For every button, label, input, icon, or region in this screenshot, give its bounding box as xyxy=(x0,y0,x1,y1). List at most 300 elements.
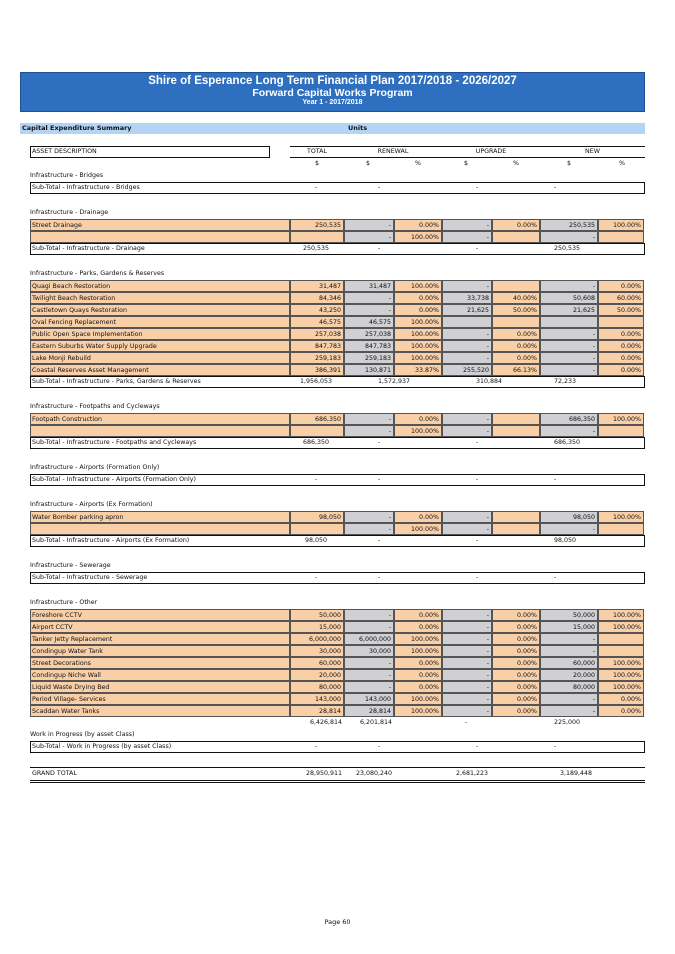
new-header: NEW xyxy=(585,148,600,155)
renewal-cell: - xyxy=(344,511,394,523)
table-row xyxy=(0,511,675,523)
renewal-cell: - xyxy=(344,681,394,693)
new-cell: 98,050 xyxy=(540,511,598,523)
total-cell: 6,000,000 xyxy=(290,633,344,645)
new-cell: 60,000 xyxy=(540,657,598,669)
table-row xyxy=(0,425,675,437)
subtotal-row xyxy=(0,535,675,547)
upgrade-pct-cell: 0.00% xyxy=(492,352,540,364)
new-cell: - xyxy=(540,705,598,717)
subtotal-new: 686,350 xyxy=(554,439,581,446)
table-row xyxy=(0,316,675,328)
upgrade-cell: 33,738 xyxy=(442,292,492,304)
renewal-cell: 30,000 xyxy=(344,645,394,657)
renewal-cell: - xyxy=(344,669,394,681)
subtotal-total: - xyxy=(314,184,318,191)
renewal-cell: - xyxy=(344,219,394,231)
upgrade-pct-cell: 0.00% xyxy=(492,693,540,705)
new-pct-cell: 60.00% xyxy=(598,292,644,304)
upgrade-cell: 255,520 xyxy=(442,364,492,376)
subtotal-new: - xyxy=(554,743,557,750)
renewal-cell: - xyxy=(344,657,394,669)
total-cell: 98,050 xyxy=(290,511,344,523)
subtotal-row xyxy=(0,243,675,255)
upgrade-pct-cell xyxy=(492,413,540,425)
total-cell: 15,000 xyxy=(290,621,344,633)
subtotal-renewal: 1,572,937 xyxy=(378,378,411,385)
renewal-cell: - xyxy=(344,413,394,425)
new-pct-cell xyxy=(598,425,644,437)
total-cell: 686,350 xyxy=(290,413,344,425)
renewal-pct-cell: 100.00% xyxy=(394,352,442,364)
subtotal-upgrade: - xyxy=(476,743,479,750)
upgrade-cell: - xyxy=(442,657,492,669)
section-title-label: Infrastructure - Bridges xyxy=(30,172,104,179)
upgrade-cell: - xyxy=(442,280,492,292)
subtotal-total: - xyxy=(314,574,318,581)
grand-total-total: 28,950,911 xyxy=(305,770,342,777)
upgrade-pct-cell: 0.00% xyxy=(492,219,540,231)
subtotal-new: 250,535 xyxy=(554,245,581,252)
asset-name: Public Open Space Implementation xyxy=(30,328,290,340)
new-cell: 50,000 xyxy=(540,609,598,621)
upgrade-cell: - xyxy=(442,425,492,437)
asset-name: Street Decorations xyxy=(30,657,290,669)
new-pct-cell: 100.00% xyxy=(598,609,644,621)
renewal-pct-cell: 0.00% xyxy=(394,621,442,633)
new-cell: 80,000 xyxy=(540,681,598,693)
upgrade-cell xyxy=(442,316,492,328)
section-title-label: Infrastructure - Drainage xyxy=(30,209,109,216)
renewal-pct-cell: 0.00% xyxy=(394,292,442,304)
new-cell: - xyxy=(540,352,598,364)
table-row xyxy=(0,609,675,621)
subtotal-new: - xyxy=(554,574,557,581)
upgrade-cell: - xyxy=(442,705,492,717)
upgrade-unit: $ xyxy=(463,160,468,167)
section-title xyxy=(0,597,675,609)
section-renewal: 6,201,814 xyxy=(359,719,392,726)
upgrade-cell: - xyxy=(442,609,492,621)
new-pct-cell: 50.00% xyxy=(598,304,644,316)
section-new: 225,000 xyxy=(554,719,581,726)
subtotal-label: Sub-Total - Infrastructure - Airports (Ex Formation) xyxy=(32,537,190,544)
asset-name: Condingup Niche Wall xyxy=(30,669,290,681)
table-row xyxy=(0,413,675,425)
new-pct-cell: 0.00% xyxy=(598,328,644,340)
total-cell: 143,000 xyxy=(290,693,344,705)
renewal-cell: - xyxy=(344,523,394,535)
renewal-cell: - xyxy=(344,292,394,304)
renewal-cell: - xyxy=(344,621,394,633)
subtotal-upgrade: 310,884 xyxy=(476,378,503,385)
upgrade-pct-cell: 66.13% xyxy=(492,364,540,376)
grand-total-upgrade: 2,681,223 xyxy=(455,770,488,777)
subtotal-row xyxy=(0,437,675,449)
upgrade-pct-cell xyxy=(492,425,540,437)
renewal-pct-cell: 0.00% xyxy=(394,609,442,621)
subtotal-row xyxy=(0,376,675,388)
grand-total-new: 3,189,448 xyxy=(560,770,593,777)
total-cell: 60,000 xyxy=(290,657,344,669)
total-cell: 43,250 xyxy=(290,304,344,316)
total-cell: 847,783 xyxy=(290,340,344,352)
total-cell: 20,000 xyxy=(290,669,344,681)
renewal-pct-cell: 100.00% xyxy=(394,316,442,328)
renewal-pct-cell: 100.00% xyxy=(394,328,442,340)
subtotal-upgrade: - xyxy=(476,245,479,252)
subtotal-total: 686,350 xyxy=(302,439,330,446)
upgrade-pct-cell: 0.00% xyxy=(492,340,540,352)
asset-description-header: ASSET DESCRIPTION xyxy=(32,148,97,155)
renewal-pct-cell: 100.00% xyxy=(394,523,442,535)
new-cell: - xyxy=(540,633,598,645)
new-cell: - xyxy=(540,425,598,437)
new-pct-cell: 0.00% xyxy=(598,352,644,364)
renewal-pct-cell: 100.00% xyxy=(394,425,442,437)
section-title-label: Infrastructure - Parks, Gardens & Reserves xyxy=(30,270,165,277)
subtotal-upgrade: - xyxy=(476,476,479,483)
new-cell: 50,608 xyxy=(540,292,598,304)
upgrade-pct-cell: 0.00% xyxy=(492,645,540,657)
new-cell: - xyxy=(540,231,598,243)
new-pct-cell: 0.00% xyxy=(598,340,644,352)
total-cell xyxy=(290,425,344,437)
renewal-pct-cell: 100.00% xyxy=(394,633,442,645)
table-row xyxy=(0,231,675,243)
subtotal-renewal: - xyxy=(378,574,381,581)
renewal-pct-cell: 0.00% xyxy=(394,669,442,681)
section-title-label: Infrastructure - Other xyxy=(30,599,98,606)
subtotal-upgrade: - xyxy=(476,537,479,544)
renewal-cell: - xyxy=(344,304,394,316)
subtotal-new: - xyxy=(554,184,557,191)
upgrade-pct-cell: 0.00% xyxy=(492,633,540,645)
subtotal-renewal: - xyxy=(378,537,381,544)
subtotal-new: - xyxy=(554,476,557,483)
asset-name xyxy=(30,523,290,535)
asset-name: Coastal Reserves Asset Management xyxy=(30,364,290,376)
subtotal-label: Sub-Total - Infrastructure - Bridges xyxy=(32,184,140,191)
subtotal-label: Sub-Total - Infrastructure - Footpaths and Cycleways xyxy=(32,439,197,446)
asset-name: Lake Monji Rebuild xyxy=(30,352,290,364)
upgrade-cell: - xyxy=(442,328,492,340)
subtotal-label: Sub-Total - Infrastructure - Airports (Formation Only) xyxy=(32,476,196,483)
total-cell: 250,535 xyxy=(290,219,344,231)
asset-name: Water Bomber parking apron xyxy=(30,511,290,523)
asset-name: Castletown Quays Restoration xyxy=(30,304,290,316)
grand-total-renewal: 23,080,240 xyxy=(355,770,392,777)
new-unit: $ xyxy=(566,160,571,167)
subtotal-label: Sub-Total - Infrastructure - Parks, Gardens & Reserves xyxy=(32,378,201,385)
renewal-pct-cell: 100.00% xyxy=(394,645,442,657)
new-pct-cell: 100.00% xyxy=(598,681,644,693)
total-header: TOTAL xyxy=(307,148,327,155)
subtotal-row xyxy=(0,182,675,194)
subtotal-new: 98,050 xyxy=(554,537,577,544)
new-cell: - xyxy=(540,645,598,657)
new-pct-cell xyxy=(598,316,644,328)
new-pct-cell: 100.00% xyxy=(598,657,644,669)
subtotal-total: 98,050 xyxy=(304,537,328,544)
grand-total-bottom-rule xyxy=(30,780,645,781)
asset-name: Condingup Water Tank xyxy=(30,645,290,657)
section-title xyxy=(0,462,675,474)
renewal-unit: $ xyxy=(365,160,370,167)
upgrade-pct-cell: 0.00% xyxy=(492,669,540,681)
upgrade-pct-cell: 40.00% xyxy=(492,292,540,304)
upgrade-cell: - xyxy=(442,352,492,364)
asset-name xyxy=(30,231,290,243)
subtotal-upgrade: - xyxy=(476,439,479,446)
upgrade-pct-cell xyxy=(492,316,540,328)
asset-name: Liquid Waste Drying Bed xyxy=(30,681,290,693)
upgrade-header: UPGRADE xyxy=(475,148,507,155)
renewal-pct-cell: 100.00% xyxy=(394,705,442,717)
subtotal-label: Sub-Total - Infrastructure - Drainage xyxy=(32,245,145,252)
table-row xyxy=(0,280,675,292)
subtotal-renewal: - xyxy=(378,476,381,483)
table-row xyxy=(0,645,675,657)
subtotal-upgrade: - xyxy=(476,184,479,191)
upgrade-pct-unit: % xyxy=(513,160,519,167)
section-title-label: Work in Progress (by asset Class) xyxy=(30,731,135,738)
page-number: Page 60 xyxy=(324,918,351,926)
new-pct-cell: 0.00% xyxy=(598,693,644,705)
renewal-cell: - xyxy=(344,231,394,243)
upgrade-pct-cell: 0.00% xyxy=(492,328,540,340)
section-title-label: Infrastructure - Airports (Formation Only) xyxy=(30,464,160,471)
subtotal-label: Sub-Total - Infrastructure - Sewerage xyxy=(32,574,148,581)
section-upgrade: - xyxy=(464,719,468,726)
section-title-label: Infrastructure - Footpaths and Cycleways xyxy=(30,403,160,410)
new-pct-unit: % xyxy=(619,160,625,167)
renewal-pct-cell: 0.00% xyxy=(394,511,442,523)
new-pct-cell: 0.00% xyxy=(598,280,644,292)
upgrade-pct-cell xyxy=(492,231,540,243)
new-cell xyxy=(540,316,598,328)
units-row xyxy=(0,158,675,170)
upgrade-pct-cell: 0.00% xyxy=(492,609,540,621)
new-cell: 21,625 xyxy=(540,304,598,316)
renewal-pct-unit: % xyxy=(415,160,421,167)
subtotal-total: 250,535 xyxy=(302,245,330,252)
units-label: Units xyxy=(348,124,368,132)
upgrade-cell: 21,625 xyxy=(442,304,492,316)
renewal-pct-cell: 0.00% xyxy=(394,304,442,316)
total-cell: 84,346 xyxy=(290,292,344,304)
new-pct-cell: 0.00% xyxy=(598,705,644,717)
new-cell: - xyxy=(540,523,598,535)
table-row xyxy=(0,693,675,705)
total-cell: 259,183 xyxy=(290,352,344,364)
section-title xyxy=(0,499,675,511)
asset-name: Quagi Beach Restoration xyxy=(30,280,290,292)
renewal-cell: 31,487 xyxy=(344,280,394,292)
total-cell: 257,038 xyxy=(290,328,344,340)
new-cell: - xyxy=(540,364,598,376)
renewal-cell: 6,000,000 xyxy=(344,633,394,645)
renewal-cell: 143,000 xyxy=(344,693,394,705)
asset-name: Airport CCTV xyxy=(30,621,290,633)
new-cell: - xyxy=(540,280,598,292)
new-cell: 686,350 xyxy=(540,413,598,425)
renewal-cell: 257,038 xyxy=(344,328,394,340)
upgrade-cell: - xyxy=(442,681,492,693)
upgrade-cell: - xyxy=(442,621,492,633)
summary-label: Capital Expenditure Summary xyxy=(22,124,132,132)
upgrade-cell: - xyxy=(442,645,492,657)
table-row xyxy=(0,633,675,645)
report-subtitle: Forward Capital Works Program xyxy=(252,87,413,99)
new-pct-cell: 100.00% xyxy=(598,669,644,681)
renewal-pct-cell: 0.00% xyxy=(394,657,442,669)
table-row xyxy=(0,669,675,681)
renewal-header: RENEWAL xyxy=(377,148,409,155)
upgrade-cell: - xyxy=(442,231,492,243)
new-pct-cell: 100.00% xyxy=(598,413,644,425)
header-top-rule xyxy=(290,146,645,147)
total-cell xyxy=(290,231,344,243)
upgrade-pct-cell: 0.00% xyxy=(492,681,540,693)
asset-name: Eastern Suburbs Water Supply Upgrade xyxy=(30,340,290,352)
table-row xyxy=(0,681,675,693)
total-cell: 28,814 xyxy=(290,705,344,717)
total-unit: $ xyxy=(314,160,319,167)
renewal-cell: 847,783 xyxy=(344,340,394,352)
upgrade-pct-cell: 0.00% xyxy=(492,621,540,633)
table-row xyxy=(0,292,675,304)
section-title-label: Infrastructure - Airports (Ex Formation) xyxy=(30,501,153,508)
new-pct-cell: 100.00% xyxy=(598,511,644,523)
new-pct-cell: 0.00% xyxy=(598,364,644,376)
grand-total-label: GRAND TOTAL xyxy=(32,770,77,777)
renewal-pct-cell: 100.00% xyxy=(394,340,442,352)
table-row xyxy=(0,364,675,376)
asset-name: Scaddan Water Tanks xyxy=(30,705,290,717)
asset-name: Twilight Beach Restoration xyxy=(30,292,290,304)
renewal-pct-cell: 0.00% xyxy=(394,413,442,425)
table-row xyxy=(0,705,675,717)
renewal-cell: 46,575 xyxy=(344,316,394,328)
asset-name: Street Drainage xyxy=(30,219,290,231)
asset-name: Footpath Construction xyxy=(30,413,290,425)
total-cell: 31,487 xyxy=(290,280,344,292)
upgrade-pct-cell: 50.00% xyxy=(492,304,540,316)
subtotal-label: Sub-Total - Work in Progress (by asset Class) xyxy=(32,743,172,750)
new-pct-cell: 100.00% xyxy=(598,219,644,231)
subtotal-row xyxy=(0,741,675,753)
subtotal-upgrade: - xyxy=(476,574,479,581)
renewal-cell: - xyxy=(344,609,394,621)
asset-name: Period Village- Services xyxy=(30,693,290,705)
renewal-pct-cell: 100.00% xyxy=(394,693,442,705)
asset-name xyxy=(30,425,290,437)
total-cell: 46,575 xyxy=(290,316,344,328)
upgrade-pct-cell: 0.00% xyxy=(492,705,540,717)
total-cell: 30,000 xyxy=(290,645,344,657)
upgrade-cell: - xyxy=(442,340,492,352)
renewal-pct-cell: 33.87% xyxy=(394,364,442,376)
new-cell: - xyxy=(540,693,598,705)
subtotal-renewal: - xyxy=(378,743,381,750)
renewal-cell: 130,871 xyxy=(344,364,394,376)
new-pct-cell xyxy=(598,523,644,535)
renewal-cell: 259,183 xyxy=(344,352,394,364)
subtotal-renewal: - xyxy=(378,184,381,191)
renewal-pct-cell: 100.00% xyxy=(394,280,442,292)
renewal-cell: 28,814 xyxy=(344,705,394,717)
total-cell xyxy=(290,523,344,535)
upgrade-pct-cell xyxy=(492,523,540,535)
subtotal-row xyxy=(0,572,675,584)
subtotal-renewal: - xyxy=(378,245,381,252)
subtotal-new: 72,233 xyxy=(554,378,577,385)
table-row xyxy=(0,340,675,352)
upgrade-pct-cell: 0.00% xyxy=(492,657,540,669)
renewal-pct-cell: 100.00% xyxy=(394,231,442,243)
table-row xyxy=(0,352,675,364)
subtotal-row xyxy=(0,474,675,486)
subtotal-renewal: - xyxy=(378,439,381,446)
new-pct-cell: 100.00% xyxy=(598,621,644,633)
total-cell: 386,391 xyxy=(290,364,344,376)
section-title xyxy=(0,560,675,572)
total-cell: 80,000 xyxy=(290,681,344,693)
renewal-pct-cell: 0.00% xyxy=(394,219,442,231)
section-total: 6,426,814 xyxy=(309,719,342,726)
new-cell: - xyxy=(540,340,598,352)
table-row xyxy=(0,328,675,340)
section-title xyxy=(0,170,675,182)
upgrade-cell: - xyxy=(442,693,492,705)
upgrade-cell: - xyxy=(442,669,492,681)
asset-name: Oval Fencing Replacement xyxy=(30,316,290,328)
new-cell: 15,000 xyxy=(540,621,598,633)
table-row xyxy=(0,657,675,669)
table-row xyxy=(0,621,675,633)
upgrade-cell: - xyxy=(442,219,492,231)
section-title xyxy=(0,401,675,413)
section-title xyxy=(0,729,675,741)
grand-total-row xyxy=(0,768,675,780)
table-row xyxy=(0,219,675,231)
new-pct-cell xyxy=(598,633,644,645)
new-cell: 20,000 xyxy=(540,669,598,681)
report-title: Shire of Esperance Long Term Financial Plan 2017/2018 - 2026/2027 xyxy=(148,75,517,87)
renewal-cell: - xyxy=(344,425,394,437)
upgrade-cell: - xyxy=(442,523,492,535)
new-cell: - xyxy=(540,328,598,340)
table-row xyxy=(0,304,675,316)
section-title-label: Infrastructure - Sewerage xyxy=(30,562,111,569)
upgrade-cell: - xyxy=(442,633,492,645)
section-total-row xyxy=(0,717,675,729)
subtotal-total: - xyxy=(314,743,318,750)
table-row xyxy=(0,523,675,535)
section-title xyxy=(0,268,675,280)
section-title xyxy=(0,207,675,219)
upgrade-pct-cell xyxy=(492,511,540,523)
grand-total-double-rule xyxy=(30,782,645,783)
subtotal-total: 1,956,053 xyxy=(299,378,333,385)
subtotal-total: - xyxy=(314,476,318,483)
report-year: Year 1 - 2017/2018 xyxy=(302,99,363,106)
new-cell: 250,535 xyxy=(540,219,598,231)
upgrade-pct-cell xyxy=(492,280,540,292)
total-cell: 50,000 xyxy=(290,609,344,621)
upgrade-cell: - xyxy=(442,413,492,425)
